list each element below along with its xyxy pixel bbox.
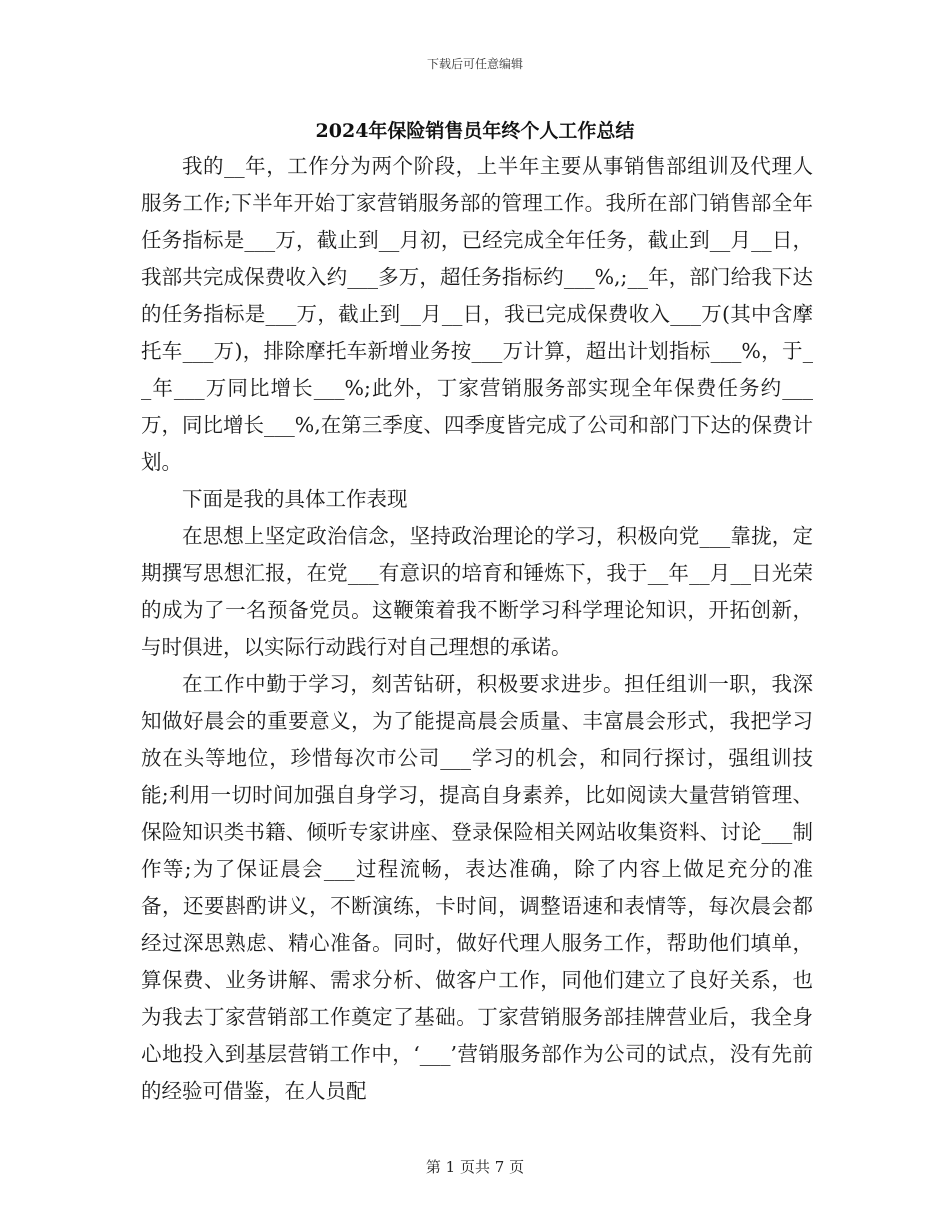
- paragraph-work-study: 在工作中勤于学习，刻苦钻研，积极要求进步。担任组训一职，我深知做好晨会的重要意义，为了能提高晨会质量、丰富晨会形式，我把学习放在头等地位，珍惜每次市公司___学习的机会，和同行探讨，强组训技能;利用一切时间加强自身学习，提高自身素养，比如阅读大量营销管理、保险知识类书籍、倾听专家讲座、登录保险相关网站收集资料、讨论___制作等;为了保证晨会___过程流畅，表达准确，除了内容上做足充分的准备，还要斟酌讲义，不断演练，卡时间，调整语速和表情等，每次晨会都经过深思熟虑、精心准备。同时，做好代理人服务工作，帮助他们填单，算保费、业务讲解、需求分析、做客户工作，同他们建立了良好关系，也为我去丁家营销部工作奠定了基础。丁家营销服务部挂牌营业后，我全身心地投入到基层营销工作中，‘___’营销服务部作为公司的试点，没有先前的经验可借鉴，在人员配: [141, 672, 813, 1103]
- document-title: 2024年保险销售员年终个人工作总结: [315, 120, 635, 142]
- paragraph-sales-summary: 我的__年，工作分为两个阶段，上半年主要从事销售部组训及代理人服务工作;下半年开始丁家营销服务部的管理工作。我所在部门销售部全年任务指标是___万，截止到__月初，已经完成全年任务，截止到__月__日，我部共完成保费收入约___多万，超任务指标约___%,;__年，部门给我下达的任务指标是___万，截止到__月__日，我已完成保费收入___万(其中含摩托车___万)，排除摩托车新增业务按___万计算，超出计划指标___%，于__年___万同比增长___%;此外，丁家营销服务部实现全年保费任务约___万，同比增长___%,在第三季度、四季度皆完成了公司和部门下达的保费计划。: [141, 154, 813, 474]
- page-header-note: 下载后可任意编辑: [426, 57, 523, 71]
- page-number: 第 1 页共 7 页: [425, 1158, 525, 1176]
- document-body: [141, 148, 813, 1110]
- paragraph-work-intro: 下面是我的具体工作表现: [182, 487, 408, 511]
- paragraph-political-thought: 在思想上坚定政治信念，坚持政治理论的学习，积极向党___靠拢，定期撰写思想汇报，在党___有意识的培育和锤炼下，我于__年__月__日光荣的成为了一名预备党员。这鞭策着我不断学习科学理论知识，开拓创新，与时俱进，以实际行动践行对自己理想的承诺。: [141, 524, 813, 659]
